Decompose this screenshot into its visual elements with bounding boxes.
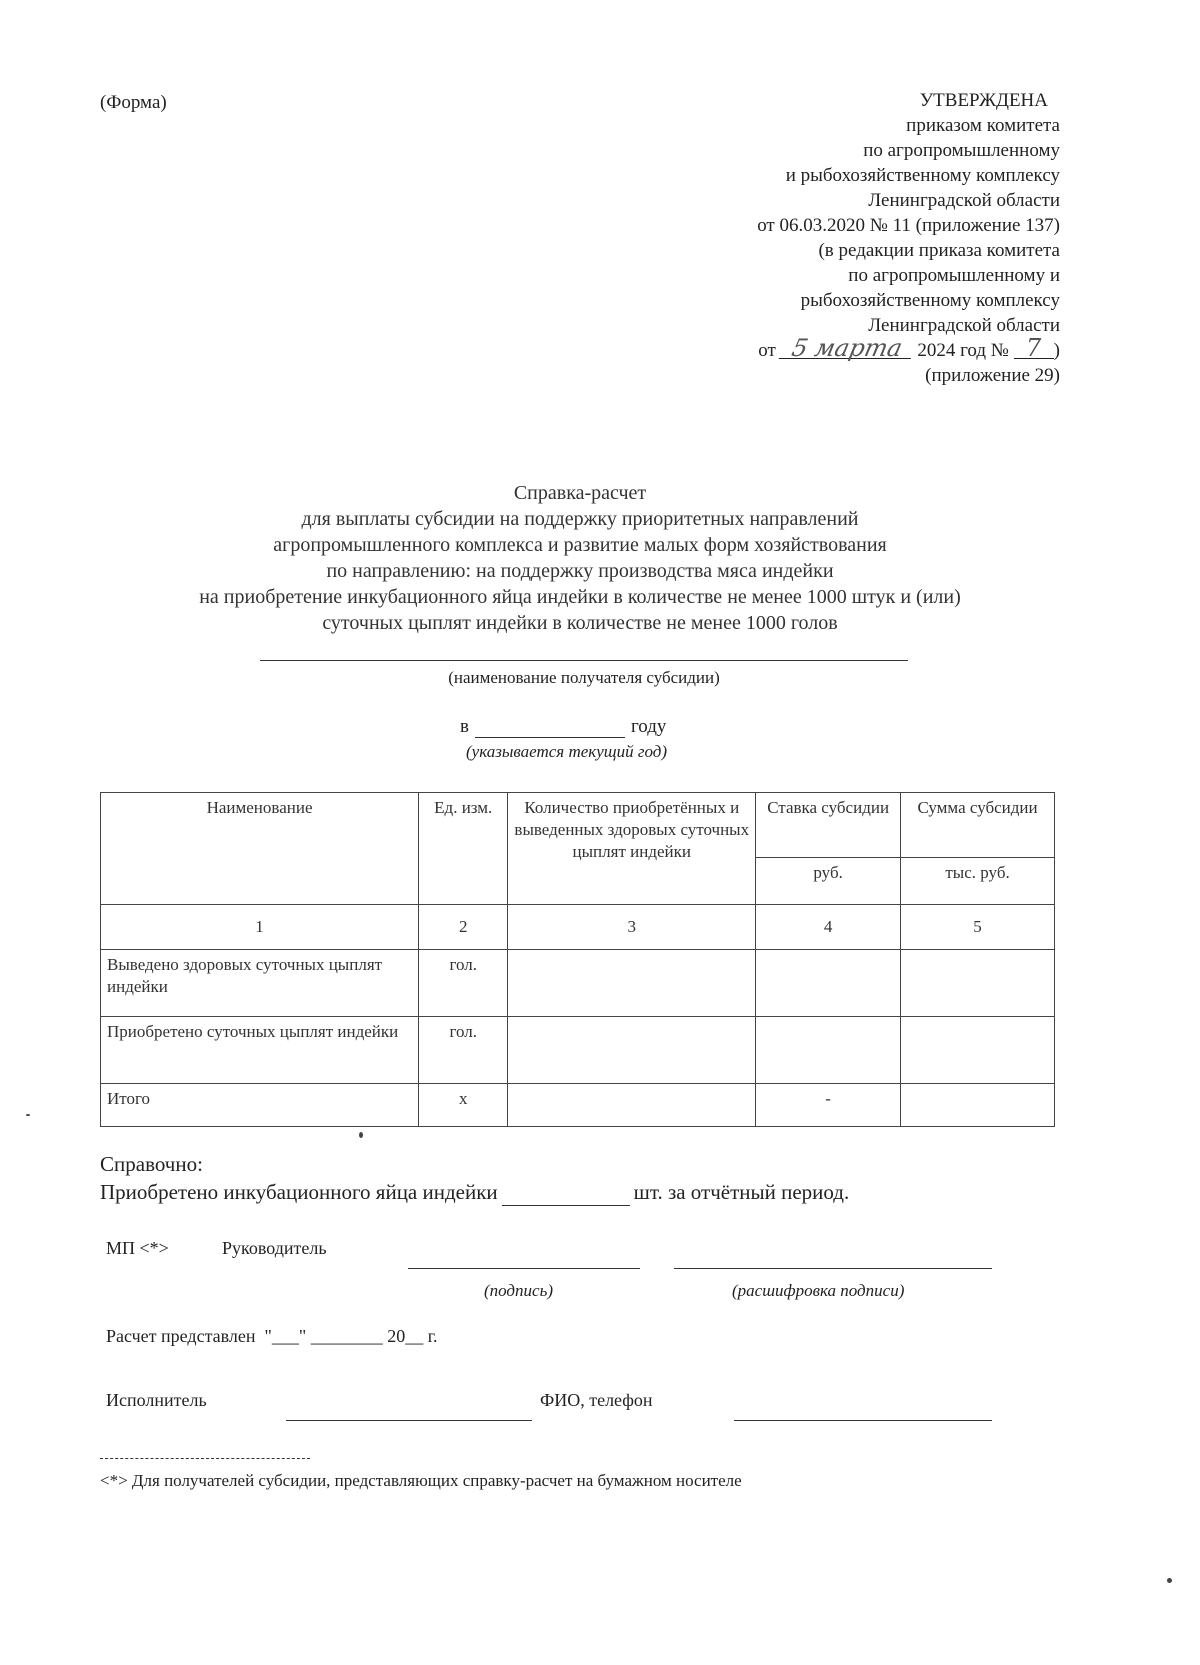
approval-appendix: (приложение 29) bbox=[925, 365, 1060, 386]
approval-line: по агропромышленному bbox=[863, 140, 1060, 161]
reference-text: Приобретено инкубационного яйца индейки bbox=[100, 1180, 498, 1204]
fio-phone-label: ФИО, телефон bbox=[540, 1390, 653, 1410]
total-quantity-cell[interactable] bbox=[508, 1084, 756, 1127]
header-sum: Сумма субсидии bbox=[901, 793, 1055, 858]
row-rate-cell[interactable] bbox=[756, 1017, 901, 1084]
column-number: 1 bbox=[101, 905, 419, 950]
reference-block bbox=[100, 1150, 849, 1206]
header-quantity: Количество приобретённых и выведенных здоровых суточных цыплят индейки bbox=[508, 793, 756, 905]
title-line: на приобретение инкубационного яйца индейки в количестве не менее 1000 штук и (или) bbox=[199, 586, 961, 608]
column-number: 5 bbox=[901, 905, 1055, 950]
title-line: агропромышленного комплекса и развитие малых форм хозяйствования bbox=[273, 534, 887, 556]
scan-speck bbox=[26, 1114, 30, 1116]
executor-field[interactable] bbox=[286, 1420, 532, 1421]
executor-label: Исполнитель bbox=[106, 1390, 207, 1410]
column-number: 2 bbox=[419, 905, 508, 950]
scan-speck bbox=[1167, 1578, 1172, 1583]
reference-text-after: шт. за отчётный период. bbox=[633, 1180, 850, 1204]
year-prefix: в bbox=[460, 716, 469, 737]
decoding-caption: (расшифровка подписи) bbox=[732, 1281, 905, 1300]
document-title bbox=[80, 480, 1080, 636]
approval-line: (в редакции приказа комитета bbox=[818, 240, 1060, 261]
form-label: (Форма) bbox=[100, 92, 167, 113]
approval-line: Ленинградской области bbox=[868, 190, 1060, 211]
recipient-caption: (наименование получателя субсидии) bbox=[448, 668, 720, 687]
head-label: Руководитель bbox=[222, 1238, 327, 1258]
reference-line bbox=[100, 1178, 849, 1206]
fio-phone-field[interactable] bbox=[734, 1420, 992, 1421]
table-row bbox=[101, 1017, 1055, 1084]
stamp-label: МП <*> bbox=[106, 1238, 169, 1258]
header-rate-unit: руб. bbox=[756, 858, 901, 905]
subsidy-table bbox=[100, 792, 1055, 1127]
total-name: Итого bbox=[101, 1084, 419, 1127]
row-sum-cell[interactable] bbox=[901, 1017, 1055, 1084]
title-line: для выплаты субсидии на поддержку приоритетных направлений bbox=[301, 508, 859, 530]
edit-prefix: от bbox=[758, 340, 776, 361]
edit-suffix: ) bbox=[1053, 340, 1060, 361]
header-name: Наименование bbox=[101, 793, 419, 905]
signature-caption: (подпись) bbox=[484, 1281, 553, 1300]
row-sum-cell[interactable] bbox=[901, 950, 1055, 1017]
year-line bbox=[460, 716, 666, 738]
title-line: суточных цыплят индейки в количестве не менее 1000 голов bbox=[322, 612, 838, 634]
approval-line: от 06.03.2020 № 11 (приложение 137) bbox=[757, 215, 1060, 236]
recipient-name-field[interactable] bbox=[260, 660, 908, 661]
handwritten-date: 5 марта bbox=[778, 338, 914, 359]
row-unit: гол. bbox=[419, 950, 508, 1017]
total-sum-cell[interactable] bbox=[901, 1084, 1055, 1127]
total-rate-cell: - bbox=[756, 1084, 901, 1127]
approval-title: УТВЕРЖДЕНА bbox=[919, 90, 1048, 111]
total-unit: х bbox=[419, 1084, 508, 1127]
header-unit: Ед. изм. bbox=[419, 793, 508, 905]
table-header-row bbox=[101, 793, 1055, 858]
header-sum-unit: тыс. руб. bbox=[901, 858, 1055, 905]
edit-year: 2024 год № bbox=[917, 340, 1009, 361]
footnote: <*> Для получателей субсидии, представляющих справку-расчет на бумажном носителе bbox=[100, 1471, 742, 1490]
row-rate-cell[interactable] bbox=[756, 950, 901, 1017]
row-unit: гол. bbox=[419, 1017, 508, 1084]
reference-title: Справочно: bbox=[100, 1152, 203, 1176]
table-row bbox=[101, 950, 1055, 1017]
handwritten-number: 7 bbox=[1014, 338, 1054, 359]
egg-count-field[interactable] bbox=[502, 1185, 630, 1206]
row-quantity-cell[interactable] bbox=[508, 950, 756, 1017]
signature-field[interactable] bbox=[408, 1268, 640, 1269]
row-quantity-cell[interactable] bbox=[508, 1017, 756, 1084]
column-number: 3 bbox=[508, 905, 756, 950]
scan-speck bbox=[359, 1132, 363, 1138]
year-field[interactable] bbox=[475, 717, 625, 738]
approval-line: по агропромышленному и bbox=[848, 265, 1060, 286]
row-name: Приобретено суточных цыплят индейки bbox=[101, 1017, 419, 1084]
approval-line: рыбохозяйственному комплексу bbox=[800, 290, 1060, 311]
header-rate: Ставка субсидии bbox=[756, 793, 901, 858]
table-total-row bbox=[101, 1084, 1055, 1127]
row-name: Выведено здоровых суточных цыплят индейки bbox=[101, 950, 419, 1017]
title-line: по направлению: на поддержку производства мяса индейки bbox=[326, 560, 834, 582]
approval-block bbox=[540, 88, 1060, 388]
submitted-date-line: Расчет представлен "___" ________ 20__ г. bbox=[106, 1326, 438, 1346]
year-suffix: году bbox=[630, 716, 667, 737]
year-caption: (указывается текущий год) bbox=[466, 742, 668, 761]
signature-decoding-field[interactable] bbox=[674, 1268, 992, 1269]
approval-edit-line bbox=[540, 334, 1060, 363]
approval-line: приказом комитета bbox=[906, 115, 1060, 136]
approval-line: Ленинградской области bbox=[868, 315, 1060, 336]
footnote-divider bbox=[100, 1458, 310, 1459]
approval-line: и рыбохозяйственному комплексу bbox=[785, 165, 1060, 186]
column-number-row bbox=[101, 905, 1055, 950]
title-main: Справка-расчет bbox=[513, 482, 647, 504]
column-number: 4 bbox=[756, 905, 901, 950]
